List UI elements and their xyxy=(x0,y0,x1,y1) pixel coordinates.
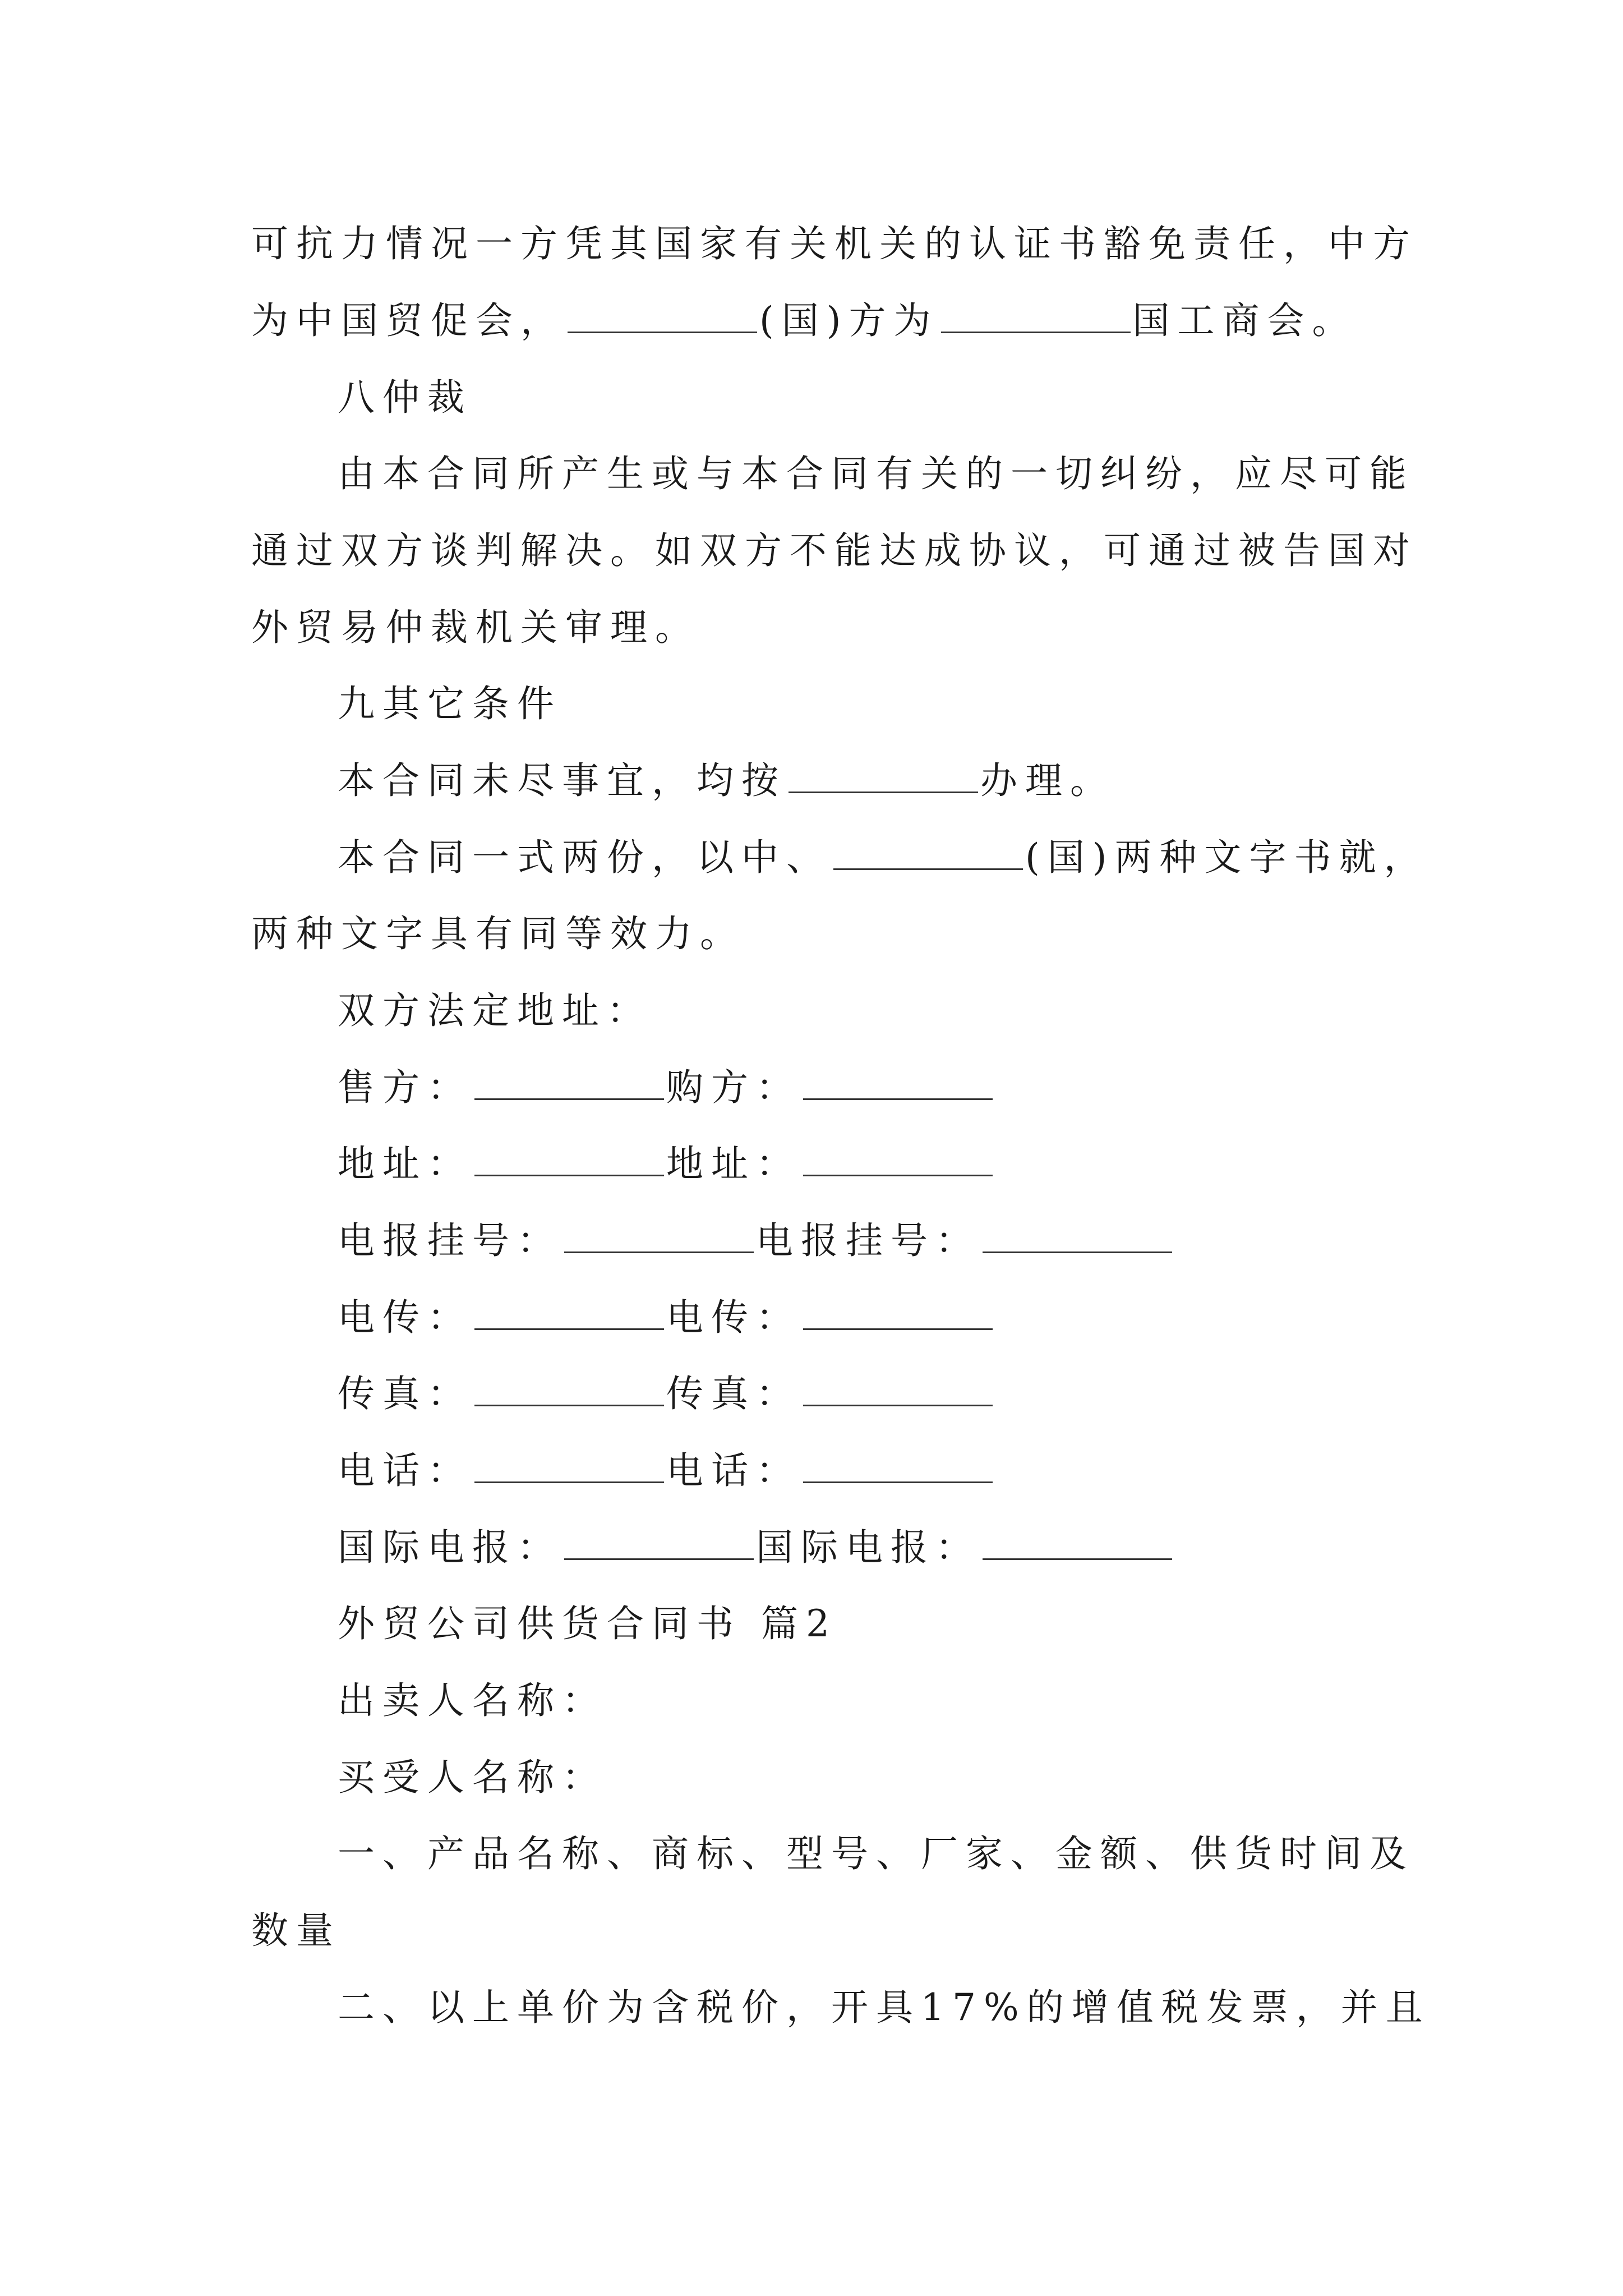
text-segment: 本合同一式两份，以中、 xyxy=(338,836,831,879)
section-title xyxy=(338,1599,837,1649)
fill-in-blank xyxy=(474,1143,664,1176)
text-line xyxy=(251,1906,341,1956)
fill-in-blank xyxy=(474,1373,664,1406)
text-segment: 外贸公司供货合同书 篇2 xyxy=(338,1602,837,1645)
text-line xyxy=(338,986,652,1036)
text-segment: 一、产品名称、商标、型号、厂家、金额、供货时间及 xyxy=(338,1832,1414,1875)
field-label: 电报挂号： xyxy=(756,1219,980,1262)
fill-in-blank xyxy=(568,300,757,333)
fill-in-blank xyxy=(803,1067,993,1100)
text-line xyxy=(338,1752,607,1803)
text-segment: 二、以上单价为含税价，开具17%的增值税发票，并且 xyxy=(338,1986,1431,2029)
address-row-telex xyxy=(338,1292,995,1343)
text-line xyxy=(338,1676,607,1726)
text-line xyxy=(338,449,1414,499)
text-line xyxy=(251,296,1357,346)
section-heading xyxy=(338,679,562,729)
fill-in-blank xyxy=(789,760,978,793)
field-label: 传真： xyxy=(338,1372,472,1415)
text-line xyxy=(338,1982,1431,2033)
fill-in-blank xyxy=(983,1527,1172,1560)
field-label: 电话： xyxy=(338,1449,472,1492)
text-segment: 出卖人名称： xyxy=(338,1679,607,1722)
text-segment: 可抗力情况一方凭其国家有关机关的认证书豁免责任，中方 xyxy=(251,222,1418,265)
text-line xyxy=(251,219,1418,269)
fill-in-blank xyxy=(564,1220,754,1253)
text-line xyxy=(251,526,1418,576)
field-label: 电话： xyxy=(666,1449,801,1492)
address-row-intl-cable xyxy=(338,1522,1174,1573)
field-label: 售方： xyxy=(338,1066,472,1109)
text-line xyxy=(338,832,1429,883)
fill-in-blank xyxy=(941,300,1131,333)
fill-in-blank xyxy=(803,1297,993,1330)
field-label: 地址： xyxy=(338,1142,472,1185)
address-row-address xyxy=(338,1139,995,1189)
text-segment: (国)两种文字书就， xyxy=(1025,836,1429,879)
field-label: 国际电报： xyxy=(338,1526,562,1569)
text-segment: 本合同未尽事宜，均按 xyxy=(338,759,786,802)
text-line xyxy=(251,602,700,653)
fill-in-blank xyxy=(474,1297,664,1330)
field-label: 电传： xyxy=(666,1296,801,1339)
fill-in-blank xyxy=(474,1450,664,1483)
text-segment: 两种文字具有同等效力。 xyxy=(251,912,745,955)
text-segment: (国)方为 xyxy=(759,299,939,342)
fill-in-blank xyxy=(564,1527,754,1560)
text-segment: 国工商会。 xyxy=(1132,299,1357,342)
address-row-phone xyxy=(338,1446,995,1496)
text-line xyxy=(338,1829,1414,1879)
fill-in-blank xyxy=(983,1220,1172,1253)
text-segment: 办理。 xyxy=(980,759,1115,802)
text-segment: 数量 xyxy=(251,1909,341,1952)
section-heading xyxy=(338,372,472,423)
address-row-fax xyxy=(338,1369,995,1419)
fill-in-blank xyxy=(803,1450,993,1483)
text-segment: 买受人名称： xyxy=(338,1756,607,1799)
address-row-cable xyxy=(338,1216,1174,1266)
text-segment: 八仲裁 xyxy=(338,376,472,419)
text-segment: 由本合同所产生或与本合同有关的一切纠纷，应尽可能 xyxy=(338,452,1414,495)
fill-in-blank xyxy=(833,837,1023,870)
field-label: 购方： xyxy=(666,1066,801,1109)
fill-in-blank xyxy=(803,1373,993,1406)
text-segment: 通过双方谈判解决。如双方不能达成协议，可通过被告国对 xyxy=(251,529,1418,572)
field-label: 电传： xyxy=(338,1296,472,1339)
fill-in-blank xyxy=(474,1067,664,1100)
field-label: 国际电报： xyxy=(756,1526,980,1569)
field-label: 地址： xyxy=(666,1142,801,1185)
field-label: 电报挂号： xyxy=(338,1219,562,1262)
fill-in-blank xyxy=(803,1143,993,1176)
text-line xyxy=(338,756,1115,806)
text-line xyxy=(251,909,745,959)
text-segment: 为中国贸促会， xyxy=(251,299,565,342)
text-segment: 双方法定地址： xyxy=(338,989,652,1032)
field-label: 传真： xyxy=(666,1372,801,1415)
text-segment: 九其它条件 xyxy=(338,682,562,725)
address-row-seller-buyer xyxy=(338,1062,995,1113)
text-segment: 外贸易仲裁机关审理。 xyxy=(251,606,700,649)
